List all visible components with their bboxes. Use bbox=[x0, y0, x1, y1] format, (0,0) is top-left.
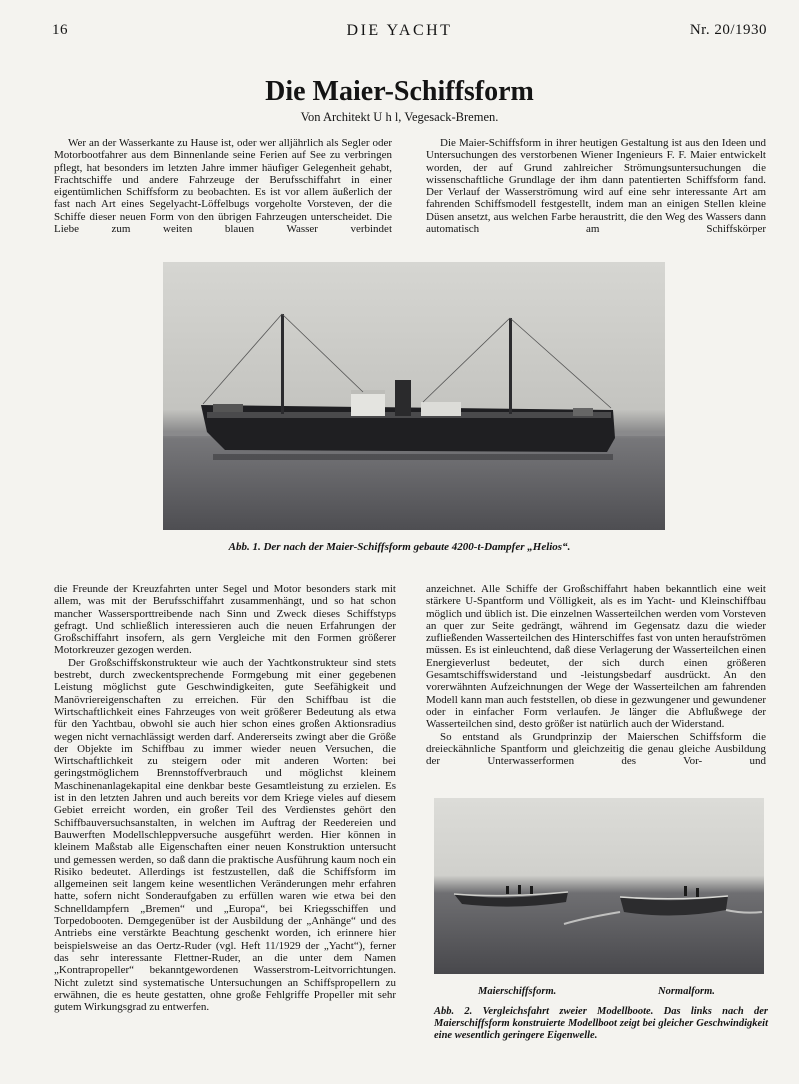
figure-2-caption: Abb. 2. Vergleichsfahrt zweier Modellboote. Das links nach der Maierschiffsform konstruierte Modellboot zeigt bei gleicher Geschwindigkeit eine wesentlich geringere Eigenwelle. bbox=[434, 1006, 768, 1041]
paragraph: Der Großschiffskonstrukteur wie auch der Yachtkonstrukteur sind stets bestrebt, durch zweckentsprechende Formgebung mit einer gegebenen Leistung möglichst gute Geschwindigkeiten, gute Seefähigkeit und Manövriereigenschaften zu erreichen. Für den Schiffbau ist die Wirtschaftlichkeit eines Fahrzeuges von weit größerer Bedeutung als etwa für den Yachtbau, obwohl sie auch hier schon eines großen Aktionsradius wegen nicht vernachlässigt werden darf. Andererseits zwingt aber die Größe der Objekte im Schiffbau zu immer wieder neuen Versuchen, die Wirtschaftlichkeit zu steigern oder mit anderen Worten: bei geringstmöglichem Brennstoffverbrauch und möglichst kleinem Maschinenanlagekapital eine denkbar beste Gesamtleistung zu erzielen. Es ist in den letzten Jahren und auch bereits vor dem Kriege vieles auf diesem Gebiet erreicht worden, ein großer Teil des Verdienstes gehört den Schiffbauversuchsanstalten, in welchen im Auftrag der Reedereien und Bauwerften Modellschleppversuche ausgeführt werden. Hier können in kleinem Maßstab alle Eigenschaften einer neuen Konstruktion untersucht und gemessen werden, so daß dann die praktische Ausführung kaum noch ein Risiko bedeutet. Allerdings ist festzustellen, daß die Schiffsform im allgemeinen seit langem keine wesentlichen Veränderungen mehr erfahren hatte, sofern nicht Sonderaufgaben zu erfüllen waren wie etwa bei den Schnelldampfern „Bremen“ und „Europa“, bei Kriegsschiffen und Torpedobooten. Demgegenüber ist der Ausbildung der „Anhänge“ und des Antriebs eine verstärkte Beachtung geschenkt worden, ich erinnere hier beispielsweise an das Oertz-Ruder (vgl. Heft 11/1929 der „Yacht“), ferner das sehr interessante Flettner-Ruder, an die unter dem Namen „Kontrapropeller“ bekanntgewordenen Wasserstrom-Leitvorrichtungen. Nicht zuletzt sind systematische Untersuchungen an Schiffspropellern zu erwähnen, die es heute gestatten, ohne große Fehlgriffe Propeller mit sehr gutem Wirkungsgrad zu entwerfen. bbox=[54, 656, 396, 1014]
issue-number: Nr. 20/1930 bbox=[689, 22, 767, 38]
figure-2-label-maier: Maierschiffsform. bbox=[478, 986, 557, 997]
figure-2-label-normal: Normalform. bbox=[658, 986, 715, 997]
column-bottom-right bbox=[426, 583, 766, 767]
column-top-left bbox=[54, 137, 392, 235]
steamer-helios-photo bbox=[163, 262, 665, 530]
article-title: Die Maier-Schiffsform bbox=[265, 76, 534, 107]
steamer-helios-illustration bbox=[163, 262, 665, 530]
magazine-title: DIE YACHT bbox=[346, 22, 453, 39]
model-boats-illustration bbox=[434, 798, 764, 974]
column-top-right bbox=[426, 137, 766, 235]
paragraph: So entstand als Grundprinzip der Maierschen Schiffsform die dreieckähnliche Spantform und gleichzeitig die genau gleiche Ausbildung der Unterwasserformen des Vor- und bbox=[426, 730, 766, 768]
model-boats-photo bbox=[434, 798, 764, 974]
column-bottom-left bbox=[54, 583, 396, 1013]
article-byline: Von Architekt U h l, Vegesack-Bremen. bbox=[300, 110, 499, 124]
page-number: 16 bbox=[52, 22, 68, 38]
paragraph: anzeichnet. Alle Schiffe der Großschiffahrt haben bekanntlich eine weit stärkere U-Spantform und Völligkeit, als es im Yacht- und Kleinschiffbau möglich und üblich ist. Die einzelnen Wasserteilchen werden vom Vorsteven an quer zur Seite gedrängt, während im Gegensatz dazu die wieder zufließenden Wasserteilchen des Hinterschiffes fast von unten heraufströmen müssen. Es ist einleuchtend, daß diese Verlagerung der Wasserteilchen einen Energieverlust bedeutet, der sich durch einen größeren Gesamtschiffswiderstand und -leistungsbedarf ausdrückt. An den vorerwähnten Aufzeichnungen der Wege der Wasserteilchen am fahrenden Modell kann man auch feststellen, ob diese in gezwungener und gewundener oder in einfacher Form verlaufen. Je länger die Abflußwege der Wasserteilchen sind, desto größer ist natürlich auch der Widerstand. bbox=[426, 583, 766, 731]
paragraph: Wer an der Wasserkante zu Hause ist, oder wer alljährlich als Segler oder Motorbootfahrer aus dem Binnenlande seine Ferien auf See zu verbringen pflegt, hat besonders im letzten Jahre immer häufiger Gelegenheit gehabt, Frachtschiffe und andere Fahrzeuge der Berufsschiffahrt in einer eigentümlichen Schiffsform zu beobachten. Es ist vor allem äußerlich der fast nach Art eines Segelyacht-Löffelbugs vorgeholte Vorsteven, der die Schiffe dieser neuen Form von den übrigen Fahrzeugen unterscheidet. Die Liebe zum weiten blauen Wasser verbindet bbox=[54, 137, 392, 236]
paragraph: die Freunde der Kreuzfahrten unter Segel und Motor besonders stark mit allem, was mit der Berufsschiffahrt zusammenhängt, und so hat schon mancher Wassersporttreibende nach Sinn und Zweck dieses Schiffstyps gefragt. Und schließlich interessieren auch die neuen Erfahrungen der Großschiffahrt insofern, als gern Vergleiche mit den Formen größerer Motorkreuzer gezogen werden. bbox=[54, 583, 396, 657]
paragraph: Die Maier-Schiffsform in ihrer heutigen Gestaltung ist aus den Ideen und Untersuchungen des verstorbenen Wiener Ingenieurs F. F. Maier entwickelt worden, der auf Grund zahlreicher Strömungsuntersuchungen die wissenschaftliche Grundlage der ihm dann patentierten Schiffsform fand. Der Verlauf der Wasserströmung wird auf eine sehr interessante Art am fahrenden Schiffsmodell festgestellt, indem man an einigen Stellen kleine Düsen ansetzt, aus welchen Farbe heraustritt, die den Weg des Wassers dann automatisch am Schiffskörper bbox=[426, 137, 766, 236]
figure-1-caption: Abb. 1. Der nach der Maier-Schiffsform gebaute 4200-t-Dampfer „Helios“. bbox=[228, 541, 571, 553]
